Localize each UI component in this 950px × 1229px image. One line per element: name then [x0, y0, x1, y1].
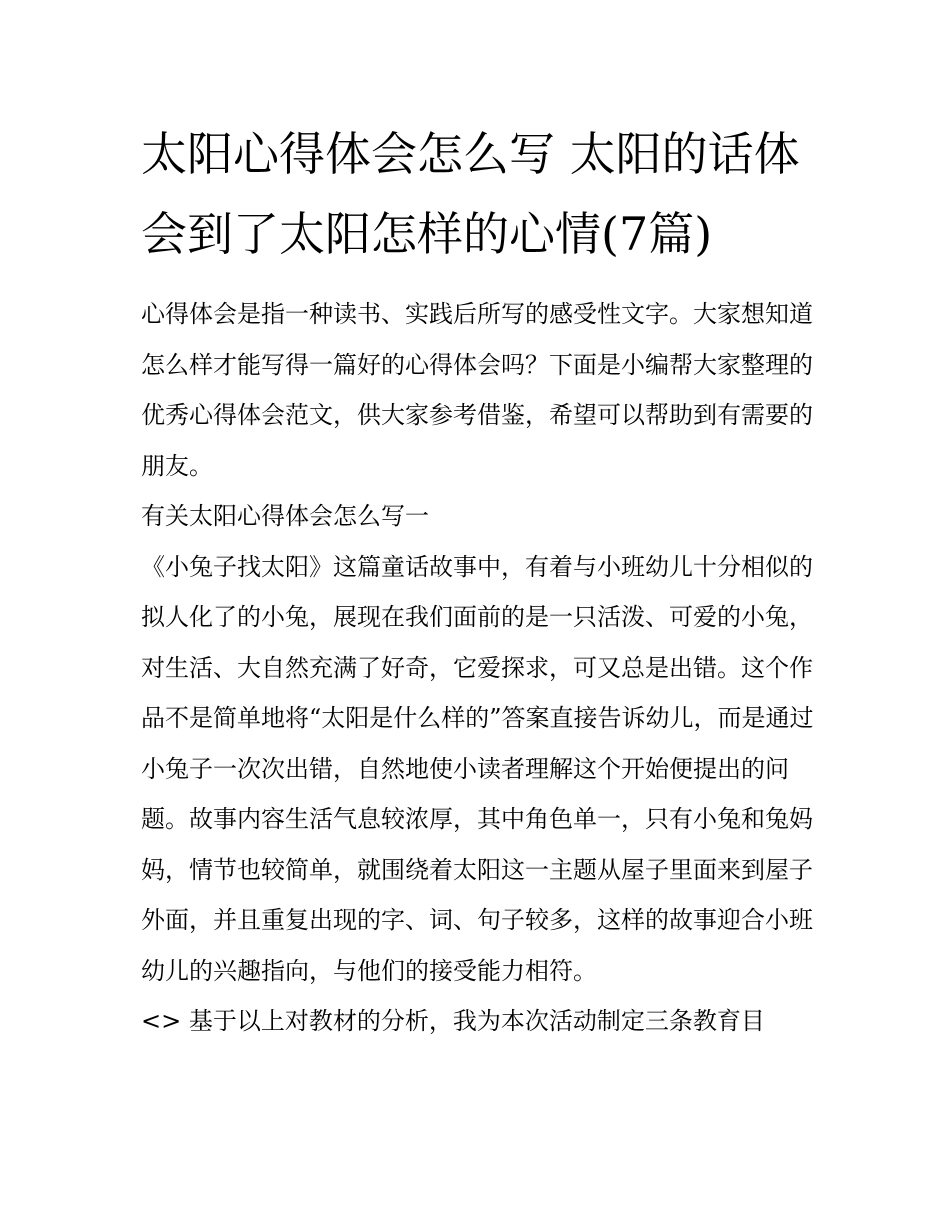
- body-paragraph-continued: <> 基于以上对教材的分析，我为本次活动制定三条教育目: [141, 1007, 765, 1035]
- section-heading: 有关太阳心得体会怎么写一: [141, 502, 429, 530]
- intro-paragraph: 心得体会是指一种读书、实践后所写的感受性文字。大家想知道怎么样才能写得一篇好的心得体会吗？下面是小编帮大家整理的优秀心得体会范文，供大家参考借鉴，希望可以帮助到有需要的朋友。: [141, 300, 813, 480]
- document-body: [141, 114, 815, 1047]
- body-paragraph: 《小兔子找太阳》这篇童话故事中，有着与小班幼儿十分相似的拟人化了的小兔，展现在我们面前的是一只活泼、可爱的小兔，对生活、大自然充满了好奇，它爱探求，可又总是出错。这个作品不是简单地将“太阳是什么样的”答案直接告诉幼儿，而是通过小兔子一次次出错，自然地使小读者理解这个开始便提出的问题。故事内容生活气息较浓厚，其中角色单一，只有小兔和兔妈妈，情节也较简单，就围绕着太阳这一主题从屋子里面来到屋子外面，并且重复出现的字、词、句子较多，这样的故事迎合小班幼儿的兴趣指向，与他们的接受能力相符。: [141, 552, 814, 985]
- document-title: 太阳心得体会怎么写 太阳的话体会到了太阳怎样的心情(7篇): [141, 127, 800, 261]
